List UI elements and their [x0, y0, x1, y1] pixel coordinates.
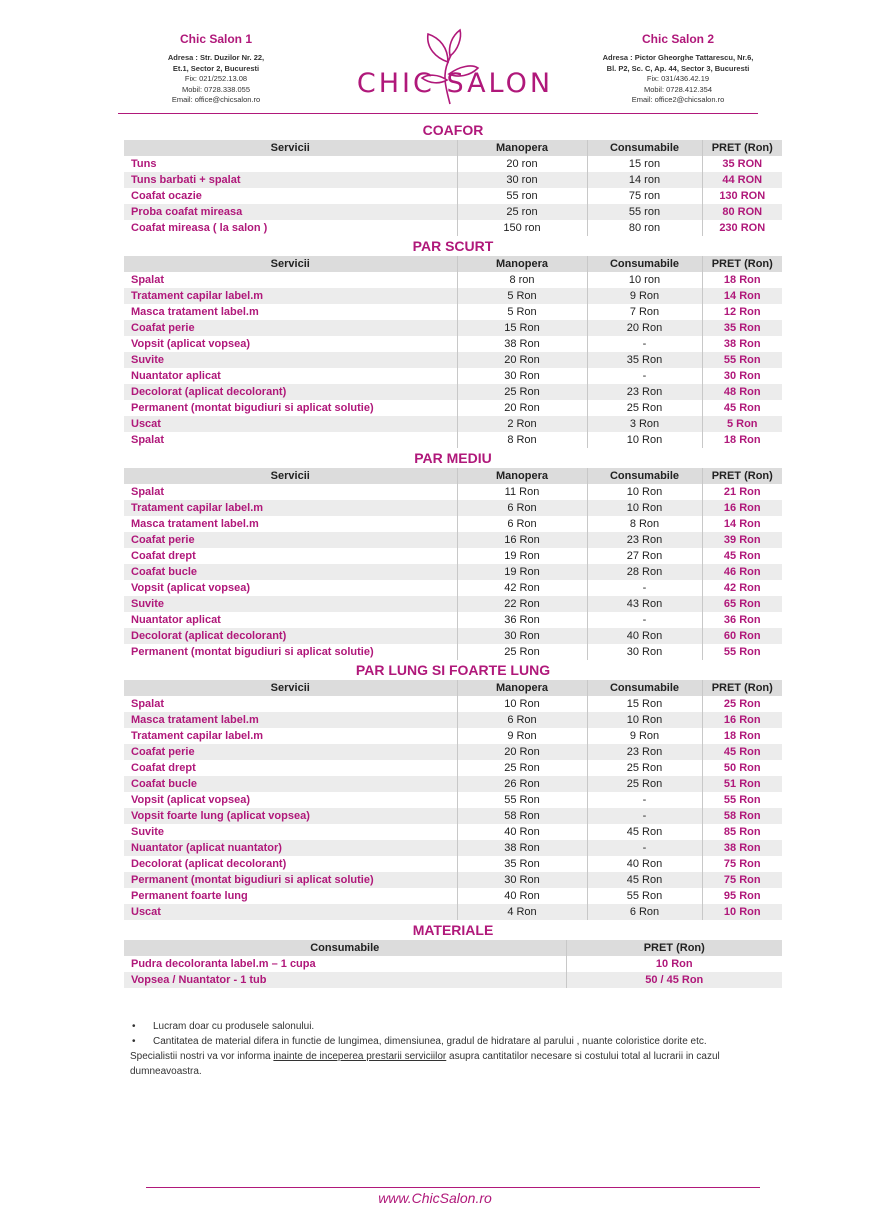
total-price: 14 Ron: [702, 516, 782, 532]
header-service: Servicii: [124, 256, 457, 272]
section-title: PAR MEDIU: [414, 450, 492, 466]
consumables-cost: 30 Ron: [587, 644, 702, 660]
labor-cost: 25 Ron: [457, 760, 587, 776]
salon-2-mobil: Mobil: 0728.412.354: [644, 84, 712, 94]
table-row: [124, 172, 782, 188]
note-text: Cantitatea de material difera in functie de lungimea, dimensiunea, gradul de hidratare al parului , nuante coloristice dorite etc.: [153, 1036, 707, 1047]
total-price: 10 Ron: [702, 904, 782, 920]
service-name: Nuantator aplicat: [131, 369, 221, 382]
salon-2-address-2: Bl. P2, Sc. C, Ap. 44, Sector 3, Bucuresti: [606, 63, 750, 73]
labor-cost: 8 Ron: [457, 432, 587, 448]
total-price: 55 Ron: [702, 352, 782, 368]
labor-cost: 38 Ron: [457, 840, 587, 856]
material-name: Pudra decoloranta label.m – 1 cupa: [131, 957, 316, 970]
header-price: PRET (Ron): [702, 468, 782, 484]
table-row: [124, 204, 782, 220]
table-row: [124, 288, 782, 304]
total-price: 45 Ron: [702, 744, 782, 760]
logo-text: CHIC SALON: [356, 68, 554, 99]
footer-divider: [146, 1187, 760, 1188]
labor-cost: 20 ron: [457, 156, 587, 172]
bullet-icon: •: [132, 1021, 136, 1032]
service-name: Vopsit (aplicat vopsea): [131, 337, 250, 350]
consumables-cost: 15 Ron: [587, 696, 702, 712]
consumables-cost: 40 Ron: [587, 628, 702, 644]
section-title: PAR SCURT: [412, 238, 494, 254]
labor-cost: 55 Ron: [457, 792, 587, 808]
consumables-cost: 35 Ron: [587, 352, 702, 368]
header-consumables: Consumabile: [587, 256, 702, 272]
consumables-cost: -: [587, 792, 702, 808]
total-price: 25 Ron: [702, 696, 782, 712]
salon-2-email: Email: office2@chicsalon.ro: [631, 95, 725, 104]
price-table: [124, 680, 782, 920]
consumables-cost: 15 ron: [587, 156, 702, 172]
total-price: 80 RON: [702, 204, 782, 220]
labor-cost: 20 Ron: [457, 400, 587, 416]
service-name: Spalat: [131, 697, 165, 710]
labor-cost: 150 ron: [457, 220, 587, 236]
labor-cost: 20 Ron: [457, 744, 587, 760]
consumables-cost: 43 Ron: [587, 596, 702, 612]
labor-cost: 19 Ron: [457, 564, 587, 580]
table-row: [124, 776, 782, 792]
total-price: 35 Ron: [702, 320, 782, 336]
note-text-underlined: inainte de inceperea prestarii serviciilor: [273, 1051, 447, 1062]
consumables-cost: -: [587, 580, 702, 596]
header-labor: Manopera: [457, 256, 587, 272]
table-row: [124, 580, 782, 596]
header-price: PRET (Ron): [566, 940, 782, 956]
total-price: 35 RON: [702, 156, 782, 172]
service-name: Tratament capilar label.m: [124, 288, 457, 304]
total-price: 14 Ron: [702, 288, 782, 304]
table-row: [124, 888, 782, 904]
total-price: 60 Ron: [702, 628, 782, 644]
header-labor: Manopera: [457, 140, 587, 156]
service-name: Permanent (montat bigudiuri si aplicat solutie): [131, 401, 374, 414]
table-row: [124, 516, 782, 532]
consumables-cost: -: [587, 840, 702, 856]
table-header-row: [124, 140, 782, 156]
labor-cost: 19 Ron: [457, 548, 587, 564]
consumables-cost: 23 Ron: [587, 384, 702, 400]
header-consumables: Consumabile: [587, 140, 702, 156]
table-row: [124, 904, 782, 920]
consumables-cost: 75 ron: [587, 188, 702, 204]
labor-cost: 22 Ron: [457, 596, 587, 612]
note-item: [130, 1019, 770, 1034]
table-row: [124, 760, 782, 776]
consumables-cost: 27 Ron: [587, 548, 702, 564]
consumables-cost: 55 Ron: [587, 888, 702, 904]
table-row: [124, 808, 782, 824]
service-name: Decolorat (aplicat decolorant): [124, 628, 457, 644]
labor-cost: 6 Ron: [457, 500, 587, 516]
consumables-cost: 40 Ron: [587, 856, 702, 872]
table-row: [124, 272, 782, 288]
table-row: [124, 368, 782, 384]
labor-cost: 4 Ron: [457, 904, 587, 920]
total-price: 16 Ron: [702, 712, 782, 728]
table-row: [124, 628, 782, 644]
labor-cost: 36 Ron: [457, 612, 587, 628]
table-row: [124, 824, 782, 840]
header-labor: Manopera: [457, 680, 587, 696]
labor-cost: 35 Ron: [457, 856, 587, 872]
table-header-row: [124, 680, 782, 696]
consumables-cost: 7 Ron: [587, 304, 702, 320]
consumables-cost: 6 Ron: [587, 904, 702, 920]
material-price: 10 Ron: [566, 956, 782, 972]
table-row: [124, 744, 782, 760]
labor-cost: 20 Ron: [457, 352, 587, 368]
consumables-cost: 9 Ron: [587, 728, 702, 744]
note-text-before: Specialistii nostri va vor informa: [130, 1051, 274, 1062]
header-consumables: Consumabile: [587, 680, 702, 696]
labor-cost: 8 ron: [457, 272, 587, 288]
price-list: [124, 120, 782, 988]
labor-cost: 40 Ron: [457, 824, 587, 840]
total-price: 45 Ron: [702, 548, 782, 564]
price-table: [124, 468, 782, 660]
table-row: [124, 416, 782, 432]
service-name: Tuns barbati + spalat: [124, 172, 457, 188]
material-name: Vopsea / Nuantator - 1 tub: [124, 972, 566, 988]
salon-1-contact: [116, 32, 316, 106]
total-price: 46 Ron: [702, 564, 782, 580]
service-name: Coafat bucle: [124, 564, 457, 580]
labor-cost: 9 Ron: [457, 728, 587, 744]
salon-2-contact: [578, 32, 778, 106]
total-price: 39 Ron: [702, 532, 782, 548]
consumables-cost: -: [587, 336, 702, 352]
consumables-cost: 55 ron: [587, 204, 702, 220]
header-consumables: Consumabile: [124, 940, 566, 956]
table-row: [124, 564, 782, 580]
service-name: Coafat bucle: [124, 776, 457, 792]
bullet-icon: •: [132, 1036, 136, 1047]
consumables-cost: -: [587, 612, 702, 628]
header-service: Servicii: [124, 468, 457, 484]
table-row: [124, 840, 782, 856]
table-row: [124, 220, 782, 236]
total-price: 21 Ron: [702, 484, 782, 500]
table-row: [124, 696, 782, 712]
service-name: Coafat mireasa ( la salon ): [131, 221, 268, 234]
consumables-cost: 10 Ron: [587, 712, 702, 728]
header-divider: [118, 113, 758, 114]
service-name: Masca tratament label.m: [124, 712, 457, 728]
labor-cost: 2 Ron: [457, 416, 587, 432]
footer-website[interactable]: www.ChicSalon.ro: [378, 1190, 492, 1206]
consumables-cost: 10 Ron: [587, 484, 702, 500]
table-row: [124, 872, 782, 888]
service-name: Vopsit (aplicat vopsea): [131, 793, 250, 806]
total-price: 95 Ron: [702, 888, 782, 904]
service-name: Spalat: [131, 273, 165, 286]
header-price: PRET (Ron): [702, 140, 782, 156]
total-price: 130 RON: [702, 188, 782, 204]
service-name: Proba coafat mireasa: [124, 204, 457, 220]
labor-cost: 30 Ron: [457, 872, 587, 888]
note-item: [130, 1034, 770, 1049]
table-row: [124, 320, 782, 336]
consumables-cost: 23 Ron: [587, 532, 702, 548]
consumables-cost: 14 ron: [587, 172, 702, 188]
labor-cost: 40 Ron: [457, 888, 587, 904]
header-labor: Manopera: [457, 468, 587, 484]
table-row: [124, 304, 782, 320]
labor-cost: 42 Ron: [457, 580, 587, 596]
total-price: 45 Ron: [702, 400, 782, 416]
labor-cost: 38 Ron: [457, 336, 587, 352]
material-price: 50 / 45 Ron: [566, 972, 782, 988]
table-row: [124, 432, 782, 448]
labor-cost: 26 Ron: [457, 776, 587, 792]
table-row: [124, 548, 782, 564]
service-name: Decolorat (aplicat decolorant): [124, 384, 457, 400]
consumables-cost: 28 Ron: [587, 564, 702, 580]
consumables-cost: 25 Ron: [587, 760, 702, 776]
salon-2-name: Chic Salon 2: [641, 32, 715, 46]
service-name: Suvite: [131, 825, 165, 838]
total-price: 58 Ron: [702, 808, 782, 824]
table-row: [124, 400, 782, 416]
labor-cost: 25 Ron: [457, 644, 587, 660]
total-price: 42 Ron: [702, 580, 782, 596]
service-name: Masca tratament label.m: [131, 517, 259, 530]
total-price: 36 Ron: [702, 612, 782, 628]
consumables-cost: 80 ron: [587, 220, 702, 236]
consumables-cost: 9 Ron: [587, 288, 702, 304]
consumables-cost: 10 Ron: [587, 500, 702, 516]
total-price: 65 Ron: [702, 596, 782, 612]
table-row: [124, 500, 782, 516]
labor-cost: 30 ron: [457, 172, 587, 188]
total-price: 18 Ron: [702, 432, 782, 448]
labor-cost: 6 Ron: [457, 516, 587, 532]
consumables-cost: 20 Ron: [587, 320, 702, 336]
service-name: Masca tratament label.m: [131, 305, 259, 318]
total-price: 75 Ron: [702, 872, 782, 888]
service-name: Coafat drept: [131, 549, 196, 562]
header-service: Servicii: [124, 680, 457, 696]
price-table: [124, 140, 782, 236]
consumables-cost: 45 Ron: [587, 872, 702, 888]
salon-2-fix: Fix: 031/436.42.19: [646, 74, 710, 83]
table-row: [124, 596, 782, 612]
table-header-row: [124, 940, 782, 956]
table-row: [124, 792, 782, 808]
total-price: 18 Ron: [702, 272, 782, 288]
total-price: 44 RON: [702, 172, 782, 188]
salon-2-address: Adresa : Pictor Gheorghe Tattarescu, Nr.6,: [602, 53, 754, 62]
service-name: Nuantator (aplicat nuantator): [124, 840, 457, 856]
labor-cost: 16 Ron: [457, 532, 587, 548]
service-name: Spalat: [131, 485, 165, 498]
service-name: Permanent (montat bigudiuri si aplicat solutie): [124, 872, 457, 888]
service-name: Coafat perie: [124, 320, 457, 336]
total-price: 55 Ron: [702, 644, 782, 660]
total-price: 16 Ron: [702, 500, 782, 516]
table-row: [124, 384, 782, 400]
service-name: Permanent (montat bigudiuri si aplicat solutie): [131, 645, 374, 658]
service-name: Suvite: [124, 352, 457, 368]
table-row: [124, 612, 782, 628]
labor-cost: 5 Ron: [457, 304, 587, 320]
labor-cost: 11 Ron: [457, 484, 587, 500]
header-price: PRET (Ron): [702, 680, 782, 696]
salon-1-address-2: Et.1, Sector 2, Bucuresti: [172, 63, 260, 73]
service-name: Tuns: [131, 157, 157, 170]
service-name: Spalat: [131, 433, 165, 446]
total-price: 48 Ron: [702, 384, 782, 400]
table-row: [124, 856, 782, 872]
note-text-after: asupra cantitatilor necesare si costului total al lucrarii in cazul dumneavoastra.: [130, 1051, 720, 1077]
salon-1-fix: Fix: 021/252.13.08: [184, 74, 248, 83]
consumables-cost: 10 Ron: [587, 432, 702, 448]
section-title: COAFOR: [422, 122, 484, 138]
consumables-cost: -: [587, 368, 702, 384]
materials-table: [124, 940, 782, 988]
total-price: 51 Ron: [702, 776, 782, 792]
section-title: PAR LUNG SI FOARTE LUNG: [355, 662, 551, 678]
salon-1-mobil: Mobil: 0728.338.055: [182, 84, 250, 94]
consumables-cost: 3 Ron: [587, 416, 702, 432]
consumables-cost: 45 Ron: [587, 824, 702, 840]
header-service: Servicii: [124, 140, 457, 156]
consumables-cost: 10 ron: [587, 272, 702, 288]
service-name: Tratament capilar label.m: [124, 500, 457, 516]
service-name: Coafat perie: [124, 532, 457, 548]
labor-cost: 10 Ron: [457, 696, 587, 712]
labor-cost: 25 Ron: [457, 384, 587, 400]
table-row: [124, 956, 782, 972]
consumables-cost: -: [587, 808, 702, 824]
labor-cost: 30 Ron: [457, 628, 587, 644]
header-consumables: Consumabile: [587, 468, 702, 484]
total-price: 55 Ron: [702, 792, 782, 808]
note-paragraph: [130, 1049, 770, 1079]
salon-1-email: Email: office@chicsalon.ro: [171, 95, 261, 104]
table-row: [124, 532, 782, 548]
total-price: 75 Ron: [702, 856, 782, 872]
consumables-cost: 8 Ron: [587, 516, 702, 532]
table-header-row: [124, 256, 782, 272]
table-row: [124, 972, 782, 988]
consumables-cost: 25 Ron: [587, 776, 702, 792]
note-text: Lucram doar cu produsele salonului.: [153, 1021, 315, 1032]
table-row: [124, 156, 782, 172]
total-price: 38 Ron: [702, 336, 782, 352]
table-header-row: [124, 468, 782, 484]
total-price: 12 Ron: [702, 304, 782, 320]
table-row: [124, 188, 782, 204]
price-table: [124, 256, 782, 448]
table-row: [124, 712, 782, 728]
service-name: Vopsit (aplicat vopsea): [131, 581, 250, 594]
labor-cost: 5 Ron: [457, 288, 587, 304]
table-row: [124, 644, 782, 660]
service-name: Decolorat (aplicat decolorant): [131, 857, 287, 870]
table-row: [124, 352, 782, 368]
service-name: Coafat ocazie: [131, 189, 202, 202]
total-price: 50 Ron: [702, 760, 782, 776]
labor-cost: 58 Ron: [457, 808, 587, 824]
service-name: Suvite: [124, 596, 457, 612]
notes: [130, 1019, 770, 1079]
service-name: Nuantator aplicat: [131, 613, 221, 626]
labor-cost: 6 Ron: [457, 712, 587, 728]
total-price: 18 Ron: [702, 728, 782, 744]
header-price: PRET (Ron): [702, 256, 782, 272]
consumables-cost: 23 Ron: [587, 744, 702, 760]
table-row: [124, 484, 782, 500]
total-price: 230 RON: [702, 220, 782, 236]
labor-cost: 15 Ron: [457, 320, 587, 336]
service-name: Uscat: [124, 416, 457, 432]
total-price: 85 Ron: [702, 824, 782, 840]
service-name: Tratament capilar label.m: [131, 729, 264, 742]
table-row: [124, 728, 782, 744]
table-row: [124, 336, 782, 352]
salon-1-address: Adresa : Str. Duzilor Nr. 22,: [167, 53, 265, 62]
chic-salon-logo: [350, 28, 560, 108]
consumables-cost: 25 Ron: [587, 400, 702, 416]
service-name: Permanent foarte lung: [131, 889, 248, 902]
service-name: Coafat drept: [131, 761, 196, 774]
total-price: 30 Ron: [702, 368, 782, 384]
page-header: [0, 0, 870, 118]
section-title: MATERIALE: [412, 922, 494, 938]
labor-cost: 55 ron: [457, 188, 587, 204]
labor-cost: 30 Ron: [457, 368, 587, 384]
service-name: Coafat perie: [124, 744, 457, 760]
labor-cost: 25 ron: [457, 204, 587, 220]
total-price: 5 Ron: [702, 416, 782, 432]
service-name: Uscat: [124, 904, 457, 920]
salon-1-name: Chic Salon 1: [179, 32, 253, 46]
service-name: Vopsit foarte lung (aplicat vopsea): [124, 808, 457, 824]
total-price: 38 Ron: [702, 840, 782, 856]
